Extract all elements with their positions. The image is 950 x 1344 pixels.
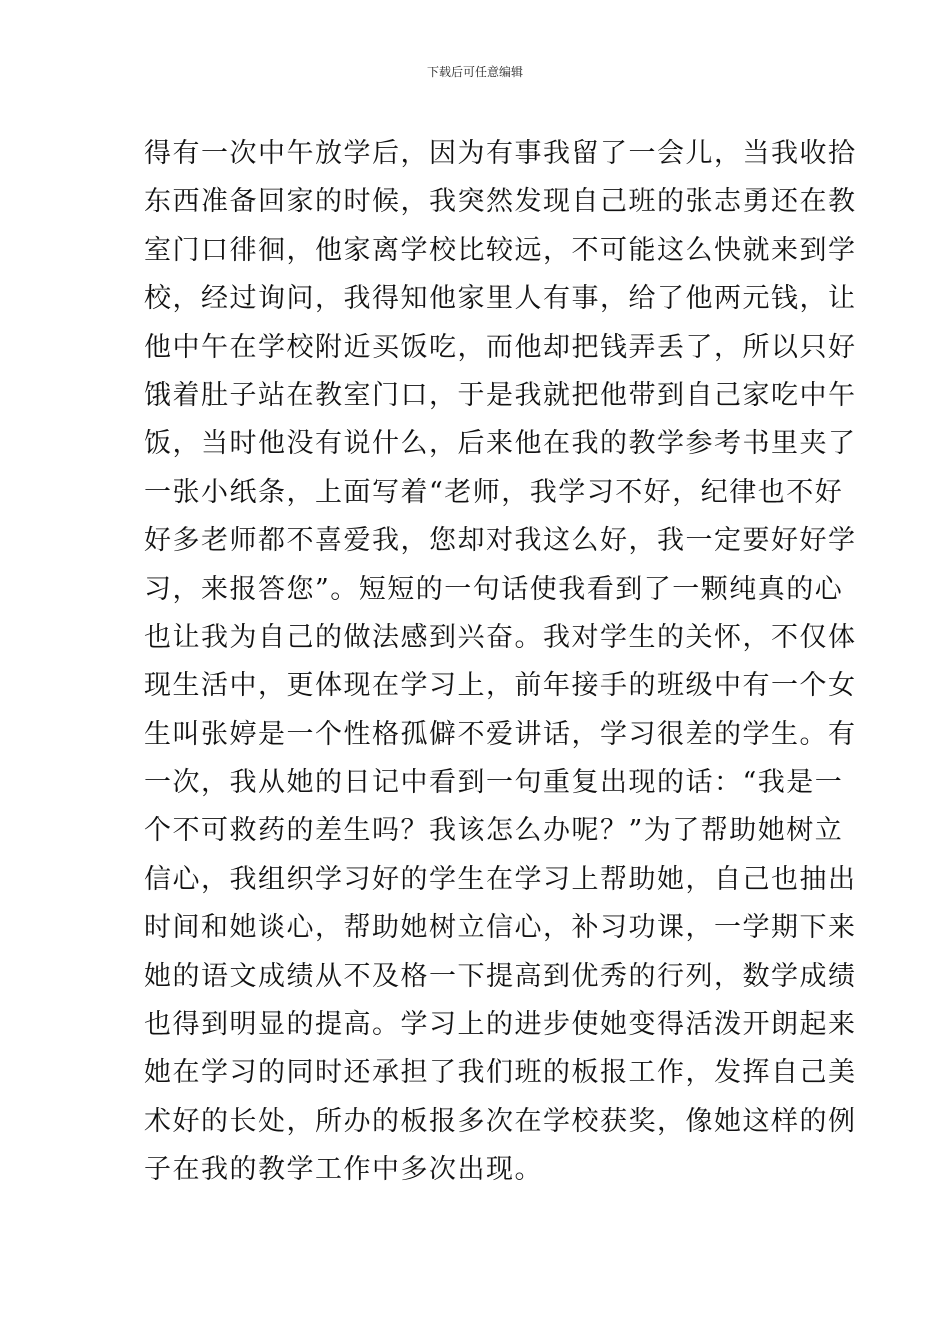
text-line: 她的语文成绩从不及格一下提高到优秀的行列，数学成绩	[144, 960, 857, 992]
text-line: 子在我的教学工作中多次出现。	[144, 1154, 543, 1186]
text-line: 一次，我从她的日记中看到一句重复出现的话：“我是一	[144, 767, 844, 799]
text-line: 术好的长处，所办的板报多次在学校获奖，像她这样的例	[144, 1105, 857, 1137]
text-line: 她在学习的同时还承担了我们班的板报工作，发挥自己美	[144, 1057, 857, 1089]
text-line: 也让我为自己的做法感到兴奋。我对学生的关怀，不仅体	[144, 621, 857, 653]
text-line: 饿着肚子站在教室门口，于是我就把他带到自己家吃中午	[144, 379, 857, 411]
text-line: 他中午在学校附近买饭吃，而他却把钱弄丢了，所以只好	[144, 331, 857, 363]
document-body	[144, 130, 857, 1195]
text-line: 饭，当时他没有说什么，后来他在我的教学参考书里夹了	[144, 428, 857, 460]
text-line: 好多老师都不喜爱我，您却对我这么好，我一定要好好学	[144, 525, 857, 557]
text-line: 习，来报答您”。短短的一句话使我看到了一颗纯真的心	[144, 573, 844, 605]
text-line: 生叫张婷是一个性格孤僻不爱讲话，学习很差的学生。有	[144, 718, 857, 750]
text-line: 校，经过询问，我得知他家里人有事，给了他两元钱，让	[144, 283, 857, 315]
text-line: 一张小纸条，上面写着“老师，我学习不好，纪律也不好	[144, 476, 844, 508]
page-header-note: 下载后可任意编辑	[426, 65, 523, 79]
text-line: 也得到明显的提高。学习上的进步使她变得活泼开朗起来	[144, 1009, 857, 1041]
text-line: 信心，我组织学习好的学生在学习上帮助她，自己也抽出	[144, 863, 857, 895]
text-line: 室门口徘徊，他家离学校比较远，不可能这么快就来到学	[144, 234, 857, 266]
text-line: 时间和她谈心，帮助她树立信心，补习功课，一学期下来	[144, 912, 857, 944]
text-line: 个不可救药的差生吗？我该怎么办呢？”为了帮助她树立	[144, 815, 844, 847]
text-line: 现生活中，更体现在学习上，前年接手的班级中有一个女	[144, 670, 857, 702]
text-line: 得有一次中午放学后，因为有事我留了一会儿，当我收拾	[144, 138, 857, 169]
text-line: 东西准备回家的时候，我突然发现自己班的张志勇还在教	[144, 186, 857, 218]
